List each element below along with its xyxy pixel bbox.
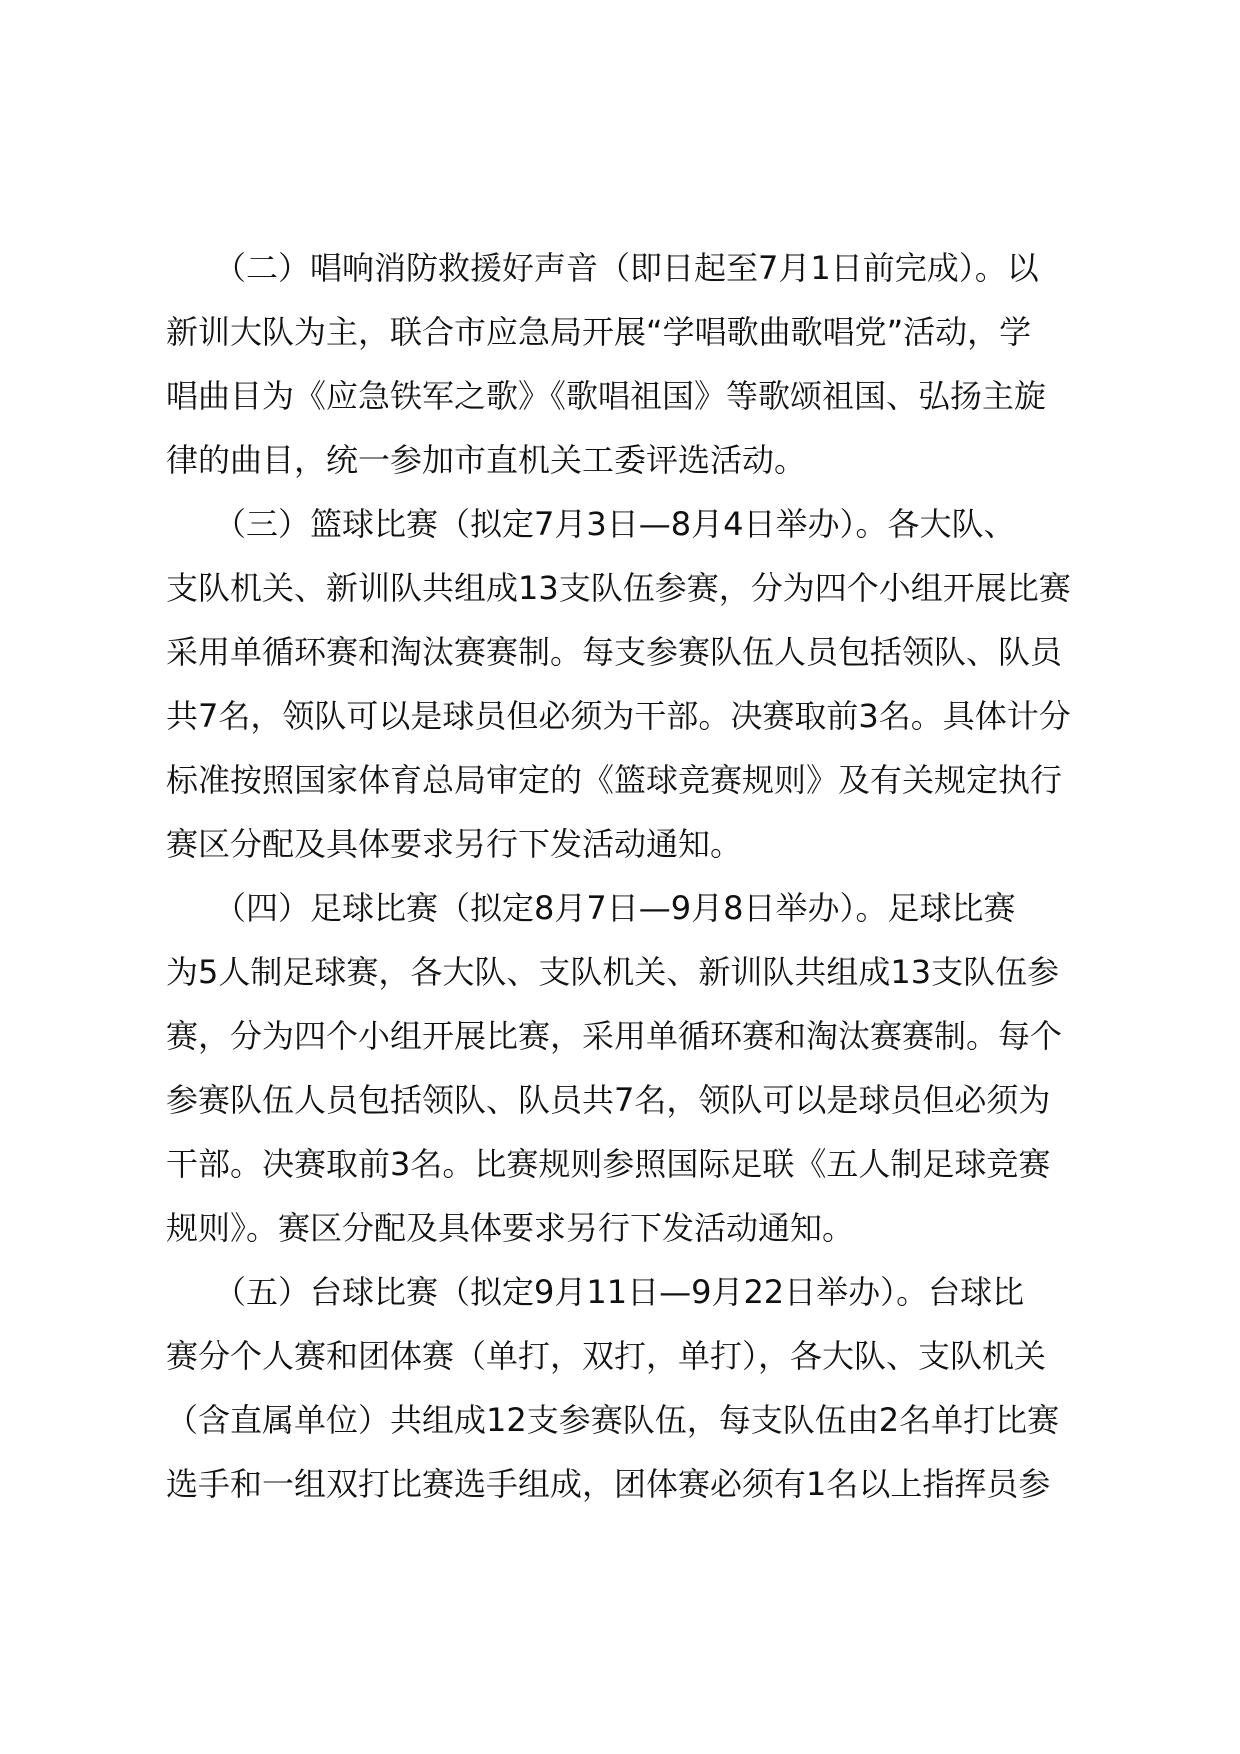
text-line: 律的曲目，统一参加市直机关工委评选活动。 xyxy=(166,441,807,479)
text-line: 标准按照国家体育总局审定的《篮球竞赛规则》及有关规定执行 xyxy=(166,761,1063,799)
paragraph-song-event xyxy=(166,236,1106,492)
paragraph-football xyxy=(166,876,1106,1260)
text-line: （含直属单位）共组成12支参赛队伍，每支队伍由2名单打比赛 xyxy=(166,1401,1060,1439)
text-line: 为5人制足球赛，各大队、支队机关、新训队共组成13支队伍参 xyxy=(166,953,1060,991)
text-line: （五）台球比赛（拟定9月11日—9月22日举办）。台球比 xyxy=(166,1273,1025,1311)
text-line: （三）篮球比赛（拟定7月3日—8月4日举办）。各大队、 xyxy=(166,505,1016,543)
text-line: 规则》。赛区分配及具体要求另行下发活动通知。 xyxy=(166,1209,855,1247)
text-line: 支队机关、新训队共组成13支队伍参赛，分为四个小组开展比赛 xyxy=(166,569,1071,607)
text-line: 新训大队为主，联合市应急局开展“学唱歌曲歌唱党”活动，学 xyxy=(166,313,1032,351)
text-line: 干部。决赛取前3名。比赛规则参照国际足联《五人制足球竞赛 xyxy=(166,1145,1051,1183)
text-line: 共7名，领队可以是球员但必须为干部。决赛取前3名。具体计分 xyxy=(166,697,1071,735)
paragraph-basketball xyxy=(166,492,1106,876)
text-line: 采用单循环赛和淘汰赛赛制。每支参赛队伍人员包括领队、队员 xyxy=(166,633,1063,671)
text-line: 赛分个人赛和团体赛（单打，双打，单打），各大队、支队机关 xyxy=(166,1337,1047,1375)
paragraph-billiards xyxy=(166,1260,1106,1516)
text-line: （四）足球比赛（拟定8月7日—9月8日举办）。足球比赛 xyxy=(166,889,1016,927)
text-line: 选手和一组双打比赛选手组成，团体赛必须有1名以上指挥员参 xyxy=(166,1465,1051,1503)
text-line: 赛区分配及具体要求另行下发活动通知。 xyxy=(166,825,743,863)
text-line: 赛，分为四个小组开展比赛，采用单循环赛和淘汰赛赛制。每个 xyxy=(166,1017,1063,1055)
document-body xyxy=(166,236,1106,1516)
text-line: 唱曲目为《应急铁军之歌》《歌唱祖国》等歌颂祖国、弘扬主旋 xyxy=(166,377,1047,415)
text-line: （二）唱响消防救援好声音（即日起至7月1日前完成）。以 xyxy=(166,249,1039,287)
text-line: 参赛队伍人员包括领队、队员共7名，领队可以是球员但必须为 xyxy=(166,1081,1051,1119)
